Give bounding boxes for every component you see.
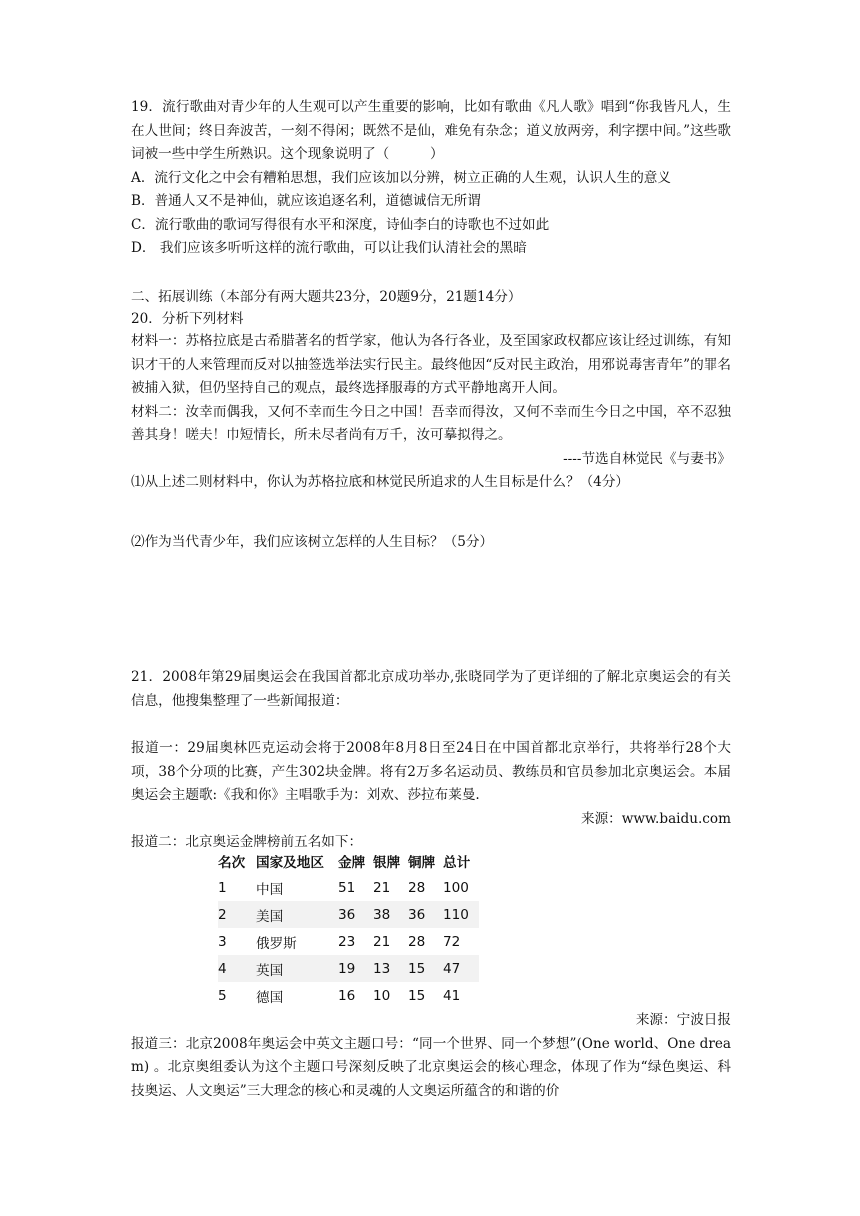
cell-rank: 2 [218, 901, 256, 928]
q19-option-d: D． 我们应该多听听这样的流行歌曲，可以让我们认清社会的黑暗 [131, 240, 527, 256]
section-2-heading: 二、拓展训练（本部分有两大题共23分，20题9分，21题14分） [131, 289, 522, 305]
q21-source-1: 来源：www.baidu.com [580, 810, 731, 827]
q21-report-1-block [131, 737, 731, 855]
table-row [218, 874, 479, 901]
q20-source: ----节选自林觉民《与妻书》 [563, 450, 731, 467]
cell-silver: 38 [373, 901, 408, 928]
cell-silver: 21 [373, 879, 391, 896]
table-row [218, 982, 479, 1009]
question-19 [131, 96, 731, 261]
q20-title: 20．分析下列材料 [131, 311, 244, 327]
cell-bronze: 28 [408, 879, 426, 896]
q21-stem: 21．2008年第29届奥运会在我国首都北京成功举办,张晓同学为了更详细的了解北京奥运会的有关信息，他搜集整理了一些新闻报道： [131, 669, 731, 709]
cell-total: 110 [443, 901, 479, 928]
cell-silver: 13 [373, 955, 408, 982]
table-row [218, 901, 479, 928]
q20-subquestion-1: ⑴从上述二则材料中，你认为苏格拉底和林觉民所追求的人生目标是什么？（4分） [131, 474, 630, 490]
q19-option-b: B．普通人又不是神仙，就应该追逐名利，道德诚信无所谓 [131, 193, 481, 209]
q19-option-c: C．流行歌曲的歌词写得很有水平和深度，诗仙李白的诗歌也不过如此 [131, 216, 550, 233]
q21-report-3: 报道三：北京2008年奥运会中英文主题口号：“同一个世界、同一个梦想”(One world、One dream) 。北京奥组委认为这个主题口号深刻反映了北京奥运会的核心理念，体现了作为“绿色奥运、科技奥运、人文奥运”三大理念的核心和灵魂的人文奥运所蕴含的和谐的价 [131, 1035, 731, 1099]
cell-silver: 10 [373, 987, 391, 1004]
cell-total: 100 [443, 879, 469, 896]
q21-report-3-block [131, 1009, 731, 1103]
header-silver: 银牌 [373, 854, 401, 871]
q19-stem: 19．流行歌曲对青少年的人生观可以产生重要的影响，比如有歌曲《凡人歌》唱到“你我皆凡人，生在人世间；终日奔波苦，一刻不得闲；既然不是仙，难免有杂念；道义放两旁，利字摆中间。”这些歌词被一些中学生所熟识。这个现象说明了（ ） [131, 99, 731, 162]
cell-country: 英国 [256, 955, 338, 982]
cell-bronze: 28 [408, 933, 426, 950]
cell-rank: 1 [218, 879, 227, 896]
cell-rank: 3 [218, 933, 227, 950]
cell-country: 俄罗斯 [256, 935, 297, 952]
table-row [218, 928, 479, 955]
cell-bronze: 15 [408, 955, 443, 982]
cell-rank: 4 [218, 955, 256, 982]
cell-country: 美国 [256, 901, 338, 928]
q20-material-2: 材料二：汝幸而偶我，又何不幸而生今日之中国！吾幸而得汝，又何不幸而生今日之中国，卒不忍独善其身！嗟夫！巾短情长，所未尽者尚有万千，汝可摹拟得之。 [131, 403, 731, 443]
header-total: 总计 [443, 854, 471, 871]
q19-option-a: A．流行文化之中会有糟粕思想，我们应该加以分辨，树立正确的人生观，认识人生的意义 [131, 169, 671, 186]
header-gold: 金牌 [338, 854, 366, 871]
header-rank: 名次 [218, 854, 246, 871]
cell-total: 72 [443, 933, 461, 950]
cell-gold: 51 [338, 879, 356, 896]
q20-material-1: 材料一：苏格拉底是古希腊著名的哲学家，他认为各行各业，及至国家政权都应该让经过训练，有知识才干的人来管理而反对以抽签选举法实行民主。最终他因“反对民主政治，用邪说毒害青年”的罪名被捕入狱，但仍坚持自己的观点，最终选择服毒的方式平静地离开人间。 [131, 333, 731, 396]
cell-bronze: 36 [408, 901, 443, 928]
cell-gold: 16 [338, 987, 356, 1004]
cell-gold: 36 [338, 901, 373, 928]
q20-subquestion-2: ⑵作为当代青少年，我们应该树立怎样的人生目标？（5分） [131, 534, 494, 550]
header-country: 国家及地区 [256, 854, 324, 871]
medal-table-header [218, 847, 479, 874]
q21-report-1: 报道一：29届奥林匹克运动会将于2008年8月8日至24日在中国首都北京举行，共将举行28个大项，38个分项的比赛，产生302块金牌。将有2万多名运动员、教练员和官员参加北京奥运会。本届奥运会主题歌:《我和你》主唱歌手为：刘欢、莎拉布莱曼. [131, 740, 731, 803]
q21-source-2: 来源：宁波日报 [635, 1012, 731, 1028]
cell-country: 德国 [256, 989, 284, 1006]
question-20 [131, 286, 731, 495]
q21-report-2-intro: 报道二：北京奥运金牌榜前五名如下： [131, 834, 363, 850]
cell-gold: 19 [338, 955, 373, 982]
cell-total: 47 [443, 955, 479, 982]
question-21 [131, 666, 731, 713]
cell-rank: 5 [218, 987, 227, 1004]
table-row [218, 955, 479, 982]
medal-table [218, 847, 479, 1009]
header-bronze: 铜牌 [408, 854, 436, 871]
q20-subquestion-2-block [131, 531, 731, 555]
cell-silver: 21 [373, 933, 391, 950]
cell-total: 41 [443, 987, 461, 1004]
cell-country: 中国 [256, 881, 284, 898]
cell-bronze: 15 [408, 987, 426, 1004]
cell-gold: 23 [338, 933, 356, 950]
